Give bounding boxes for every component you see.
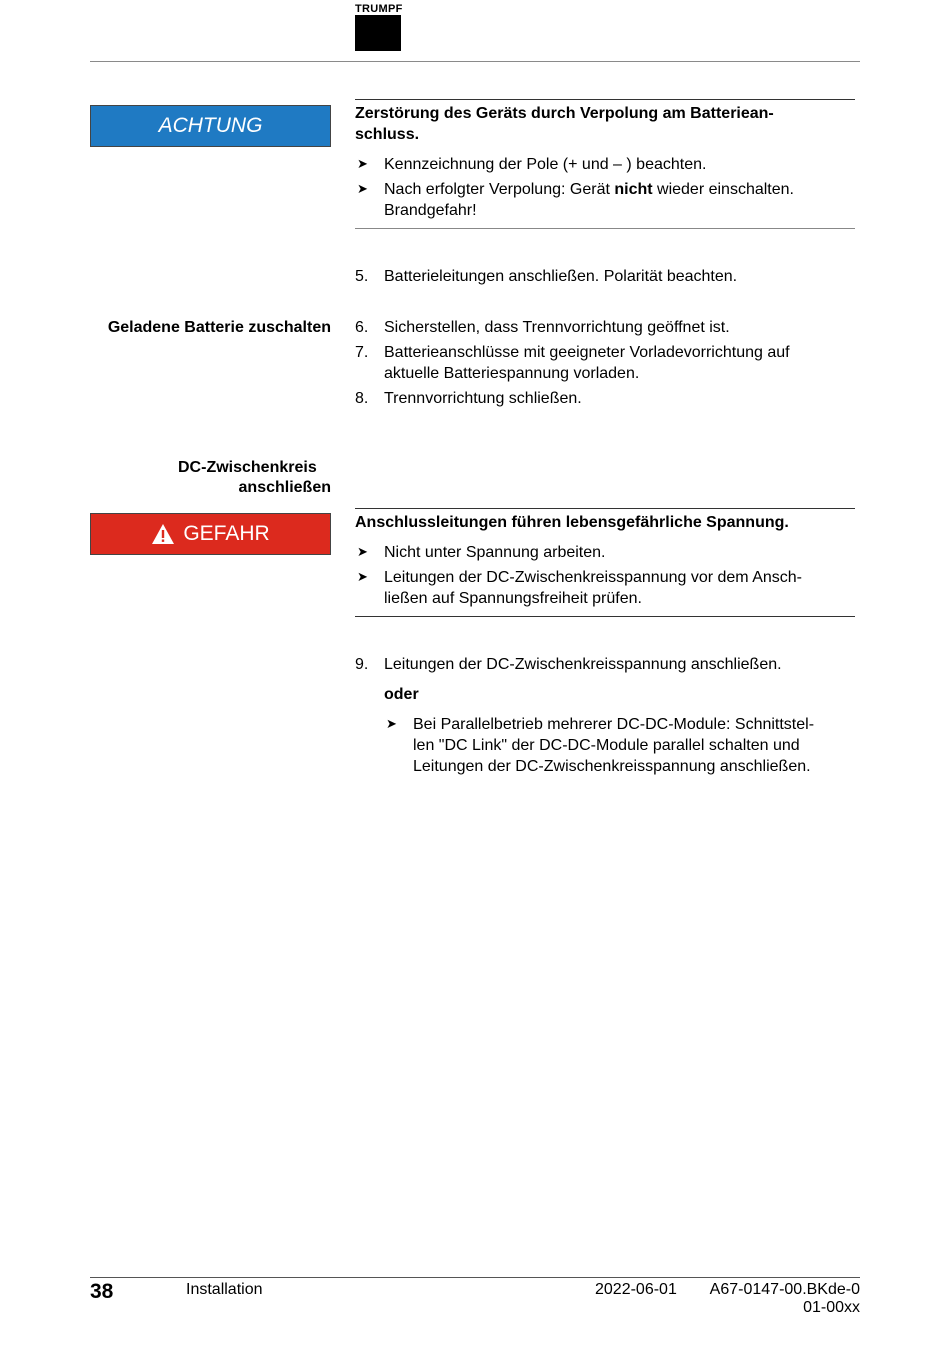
arrow-bullet-icon: ➤ xyxy=(357,569,368,584)
header-divider xyxy=(90,61,860,62)
step-9-text: Leitungen der DC-Zwischenkreisspannung anschließen. xyxy=(384,656,782,673)
arrow-bullet-icon: ➤ xyxy=(386,716,397,731)
section-heading-dc-line-2: anschließen xyxy=(238,479,331,496)
danger-bottom-rule xyxy=(355,616,855,617)
danger-top-rule xyxy=(355,508,855,509)
arrow-bullet-icon: ➤ xyxy=(357,156,368,171)
step-6-text: Sicherstellen, dass Trennvorrichtung geöffnet ist. xyxy=(384,319,730,336)
page-number: 38 xyxy=(90,1280,114,1303)
emphasis-nicht: nicht xyxy=(614,181,653,198)
step-5-text: Batterieleitungen anschließen. Polarität beachten. xyxy=(384,268,738,285)
step-number: 6. xyxy=(355,319,369,336)
footer-divider xyxy=(90,1277,860,1278)
step-number: 9. xyxy=(355,656,369,673)
step-9-sub-line-2: len "DC Link" der DC-DC-Module parallel schalten und xyxy=(413,737,800,754)
notice-title-line-2: schluss. xyxy=(355,126,420,143)
notice-bullet-2-line-2: Brandgefahr! xyxy=(384,202,477,219)
achtung-label: ACHTUNG xyxy=(158,114,263,137)
or-label: oder xyxy=(384,686,419,703)
footer-section: Installation xyxy=(186,1281,263,1298)
trumpf-logo-block xyxy=(355,15,401,51)
notice-top-rule xyxy=(355,99,855,100)
warning-triangle-icon xyxy=(151,523,175,545)
danger-bullet-1: Nicht unter Spannung arbeiten. xyxy=(384,544,606,561)
step-9-sub-line-1: Bei Parallelbetrieb mehrerer DC-DC-Module: Schnittstel- xyxy=(413,716,815,733)
step-7-text-line-2: aktuelle Batteriespannung vorladen. xyxy=(384,365,640,382)
step-9-sub-line-3: Leitungen der DC-Zwischenkreisspannung anschließen. xyxy=(413,758,811,775)
achtung-label-box xyxy=(90,105,331,147)
trumpf-logo-text: TRUMPF xyxy=(355,3,403,15)
step-number: 8. xyxy=(355,390,369,407)
notice-title-line-1: Zerstörung des Geräts durch Verpolung am Batteriean- xyxy=(355,105,774,122)
section-heading-dc-line-1: DC-Zwischenkreis xyxy=(178,459,317,476)
footer-doc-id-line-1: A67-0147-00.BKde-0 xyxy=(709,1281,860,1298)
danger-title: Anschlussleitungen führen lebensgefährliche Spannung. xyxy=(355,514,789,531)
arrow-bullet-icon: ➤ xyxy=(357,544,368,559)
danger-bullet-2-line-1: Leitungen der DC-Zwischenkreisspannung vor dem Ansch- xyxy=(384,569,802,586)
gefahr-label-box xyxy=(90,513,331,555)
step-7-text-line-1: Batterieanschlüsse mit geeigneter Vorladevorrichtung auf xyxy=(384,344,790,361)
step-8-text: Trennvorrichtung schließen. xyxy=(384,390,582,407)
gefahr-label: GEFAHR xyxy=(183,522,270,545)
footer-doc-id-line-2: 01-00xx xyxy=(803,1299,860,1316)
step-number: 7. xyxy=(355,344,369,361)
notice-bullet-2-line-1: Nach erfolgter Verpolung: Gerät nicht wieder einschalten. xyxy=(384,181,794,198)
arrow-bullet-icon: ➤ xyxy=(357,181,368,196)
notice-bullet-1: Kennzeichnung der Pole (+ und – ) beachten. xyxy=(384,156,707,173)
footer-date: 2022-06-01 xyxy=(595,1281,677,1298)
danger-bullet-2-line-2: ließen auf Spannungsfreiheit prüfen. xyxy=(384,590,642,607)
section-heading-charged-battery: Geladene Batterie zuschalten xyxy=(107,319,331,336)
step-number: 5. xyxy=(355,268,369,285)
notice-bottom-rule xyxy=(355,228,855,229)
